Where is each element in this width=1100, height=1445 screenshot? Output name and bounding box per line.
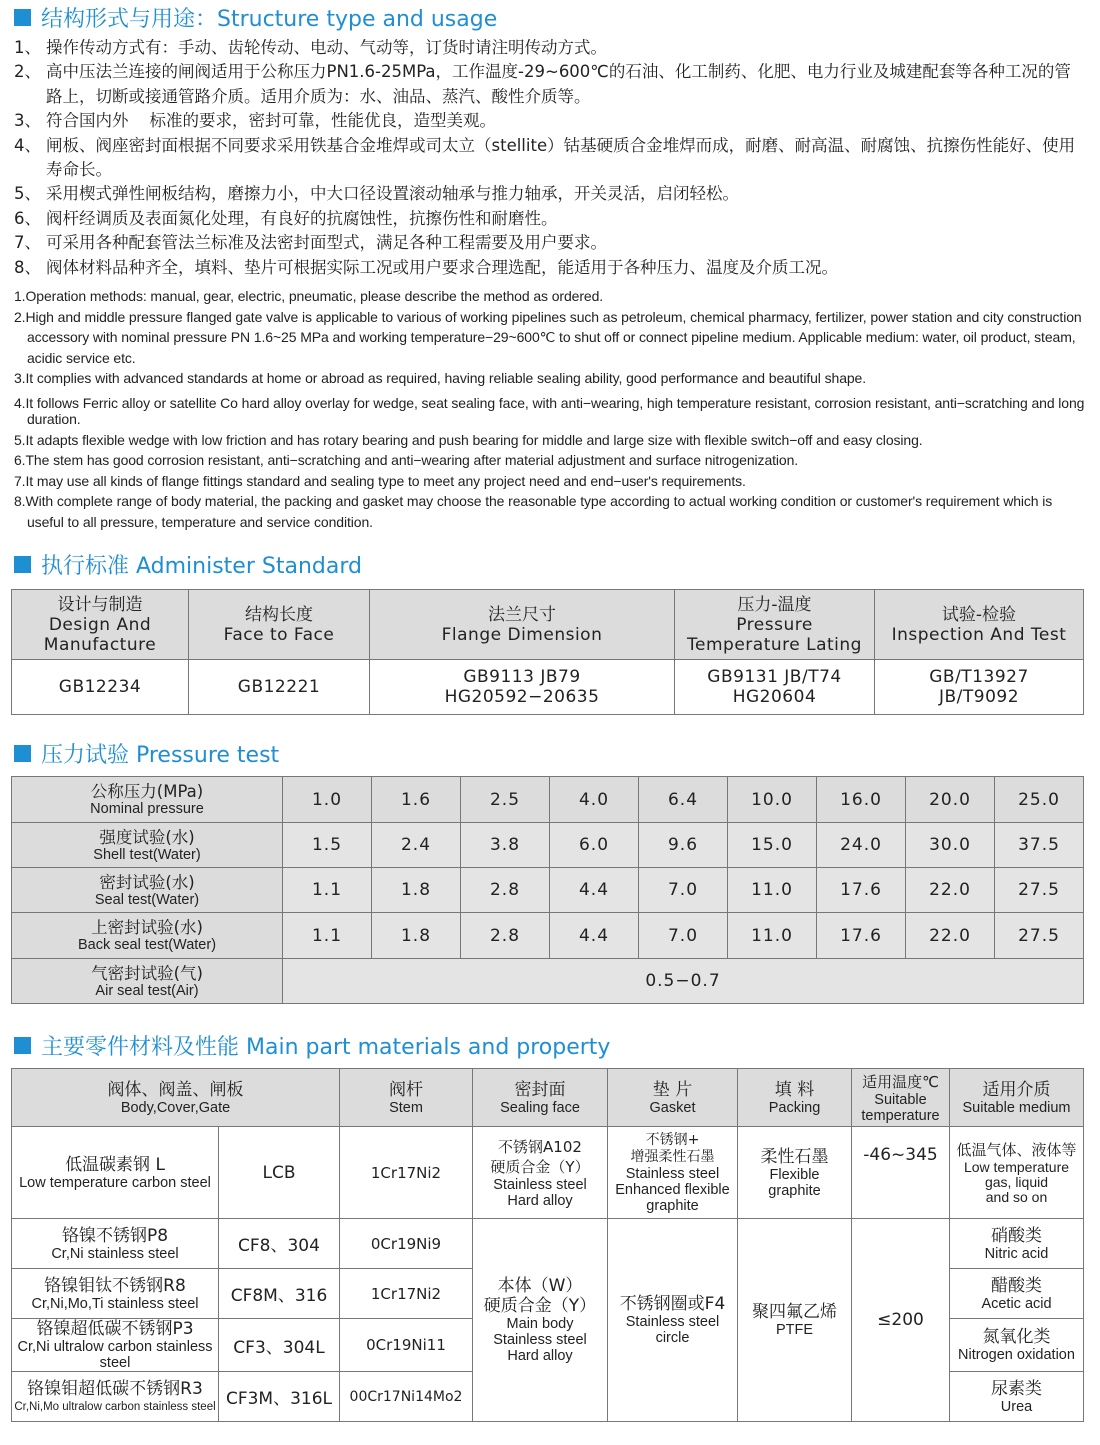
list-item: 3.It complies with advanced standards at home or abroad as required, having reliable sealing ability, good performance and beautiful shape. (14, 370, 867, 386)
stem-cell: 1Cr17Ni2 (340, 1127, 473, 1219)
table-cell: 11.0 (728, 913, 817, 959)
table-cell: 1.8 (372, 868, 461, 913)
table-cell: GB9131 JB/T74 HG20604 (675, 660, 875, 715)
stem-cell: 1Cr17Ni2 (340, 1269, 473, 1319)
table-row (12, 1219, 1084, 1269)
seal-cell: 不锈钢A102 硬质合金（Y） Stainless steel Hard alloy (473, 1127, 608, 1219)
packing-cell: 聚四氟乙烯 PTFE (738, 1219, 852, 1422)
table-row (12, 777, 1084, 823)
table-row (12, 1127, 1084, 1219)
row-label: 强度试验(水) Shell test(Water) (12, 823, 283, 868)
medium-cell: 醋酸类 Acetic acid (950, 1269, 1084, 1319)
table-row (12, 868, 1084, 913)
table-cell: 20.0 (906, 777, 995, 823)
table-cell: 1.1 (283, 868, 372, 913)
standard-table (11, 589, 1084, 715)
table-row (12, 959, 1084, 1004)
header-seal: 密封面 Sealing face (473, 1069, 608, 1127)
pressure-test-table (11, 776, 1084, 1004)
header-inspection: 试验-检验 Inspection And Test (875, 590, 1084, 660)
temperature-cell: ≤200 (852, 1219, 950, 1422)
list-item: 5.It adapts flexible wedge with low friction and has rotary bearing and push bearing for middle and large size with flexible switch−off and easy closing. (14, 431, 923, 448)
table-cell: 37.5 (995, 823, 1084, 868)
material-code: LCB (219, 1127, 340, 1219)
table-header-row (12, 590, 1084, 660)
table-cell: 2.8 (461, 868, 550, 913)
table-cell: 27.5 (995, 868, 1084, 913)
material-cell: 铬镍钼超低碳不锈钢R3 Cr,Ni,Mo ultralow carbon stainless steel (12, 1372, 219, 1422)
table-cell: 17.6 (817, 913, 906, 959)
header-packing: 填 料 Packing (738, 1069, 852, 1127)
bullet-square-icon (14, 9, 31, 26)
table-row (12, 660, 1084, 715)
section-title-structure: 结构形式与用途：Structure type and usage (14, 2, 497, 32)
material-code: CF8、304 (219, 1219, 340, 1269)
list-item: 5、 采用楔式弹性闸板结构，磨擦力小，中大口径设置滚动轴承与推力轴承，开关灵活，启闭轻松。 (14, 184, 739, 204)
header-stem: 阀杆 Stem (340, 1069, 473, 1127)
table-cell: 1.1 (283, 913, 372, 959)
table-cell: 24.0 (817, 823, 906, 868)
stem-cell: 0Cr19Ni11 (340, 1319, 473, 1372)
list-item: 2.High and middle pressure flanged gate valve is applicable to various of working pipelines such as petroleum, chemical pharmacy, fertilizer, power station and city construction accessory with nominal pressure PN 1.6~25 MPa and working temperature−29~600℃ to shut off or connect pipeline medium. Applicable medium: water, oil product, steam, acidic service etc. (14, 308, 1082, 366)
table-cell: 6.0 (550, 823, 639, 868)
bullet-square-icon (14, 1037, 31, 1054)
material-cell: 铬镍钼钛不锈钢R8 Cr,Ni,Mo,Ti stainless steel (12, 1269, 219, 1319)
english-usage-list (14, 286, 1086, 532)
header-temperature: 适用温度℃ Suitable temperature (852, 1069, 950, 1127)
material-code: CF8M、316 (219, 1269, 340, 1319)
material-code: CF3M、316L (219, 1372, 340, 1422)
table-cell: 10.0 (728, 777, 817, 823)
list-item: 8、 阀体材料品种齐全，填料、垫片可根据实际工况或用户要求合理选配，能适用于各种压力、温度及介质工况。 (14, 257, 838, 277)
header-design: 设计与制造 Design And Manufacture (12, 590, 189, 660)
table-cell: 1.0 (283, 777, 372, 823)
table-cell: 22.0 (906, 868, 995, 913)
temperature-cell: -46~345 (852, 1127, 950, 1219)
list-item: 7.It may use all kinds of flange fittings standard and sealing type to meet any project need and end−user's requirements. (14, 472, 746, 489)
section-title-standard: 执行标准 Administer Standard (14, 549, 362, 579)
table-cell: 1.8 (372, 913, 461, 959)
table-cell: 27.5 (995, 913, 1084, 959)
table-cell: 2.5 (461, 777, 550, 823)
stem-cell: 0Cr19Ni9 (340, 1219, 473, 1269)
table-cell: 16.0 (817, 777, 906, 823)
table-cell: 6.4 (639, 777, 728, 823)
gasket-cell: 不锈钢+ 增强柔性石墨 Stainless steel Enhanced flexible graphite (608, 1127, 738, 1219)
material-cell: 低温碳素钢 L Low temperature carbon steel (12, 1127, 219, 1219)
medium-cell: 氮氧化类 Nitrogen oxidation (950, 1319, 1084, 1372)
table-cell: 3.8 (461, 823, 550, 868)
materials-table (11, 1068, 1084, 1422)
packing-cell: 柔性石墨 Flexible graphite (738, 1127, 852, 1219)
table-cell: 0.5−0.7 (283, 959, 1084, 1004)
table-cell: 2.4 (372, 823, 461, 868)
table-cell: 9.6 (639, 823, 728, 868)
table-row (12, 823, 1084, 868)
table-cell: 11.0 (728, 868, 817, 913)
chinese-usage-list (14, 36, 1086, 280)
header-body: 阀体、阀盖、闸板 Body,Cover,Gate (12, 1069, 340, 1127)
seal-cell: 本体（W） 硬质合金（Y） Main body Stainless steel Hard alloy (473, 1219, 608, 1422)
table-cell: GB12221 (189, 660, 370, 715)
list-item: 4、 闸板、阀座密封面根据不同要求采用铁基合金堆焊或司太立（stellite）钴基硬质合金堆焊而成，耐磨、耐高温、耐腐蚀、抗擦伤性能好、使用寿命长。 (14, 135, 1076, 180)
material-cell: 铬镍不锈钢P8 Cr,Ni stainless steel (12, 1219, 219, 1269)
table-cell: GB12234 (12, 660, 189, 715)
list-item: 1、 操作传动方式有：手动、齿轮传动、电动、气动等，订货时请注明传动方式。 (14, 38, 607, 57)
header-flange: 法兰尺寸 Flange Dimension (370, 590, 675, 660)
table-cell: 15.0 (728, 823, 817, 868)
table-cell: 17.6 (817, 868, 906, 913)
table-cell: 4.0 (550, 777, 639, 823)
header-pressure: 压力-温度 Pressure Temperature Lating (675, 590, 875, 660)
section-title-materials: 主要零件材料及性能 Main part materials and property (14, 1030, 610, 1060)
bullet-square-icon (14, 556, 31, 573)
bullet-square-icon (14, 745, 31, 762)
table-cell: 7.0 (639, 868, 728, 913)
table-cell: 4.4 (550, 913, 639, 959)
list-item: 6、 阀杆经调质及表面氮化处理，有良好的抗腐蚀性，抗擦伤性和耐磨性。 (14, 208, 558, 228)
table-cell: GB9113 JB79 HG20592−20635 (370, 660, 675, 715)
header-face: 结构长度 Face to Face (189, 590, 370, 660)
table-cell: 22.0 (906, 913, 995, 959)
medium-cell: 低温气体、液体等 Low temperature gas, liquid and so on (950, 1127, 1084, 1219)
row-label: 密封试验(水) Seal test(Water) (12, 868, 283, 913)
table-cell: 4.4 (550, 868, 639, 913)
gasket-cell: 不锈钢圈或F4 Stainless steel circle (608, 1219, 738, 1422)
header-medium: 适用介质 Suitable medium (950, 1069, 1084, 1127)
table-cell: 7.0 (639, 913, 728, 959)
table-cell: 25.0 (995, 777, 1084, 823)
medium-cell: 尿素类 Urea (950, 1372, 1084, 1422)
table-cell: GB/T13927 JB/T9092 (875, 660, 1084, 715)
material-code: CF3、304L (219, 1319, 340, 1372)
list-item: 8.With complete range of body material, the packing and gasket may choose the reasonable type according to actual working condition or customer's requirement which is useful to all pressure, temperature and service condition. (14, 493, 1053, 530)
list-item: 4.It follows Ferric alloy or satellite Co hard alloy overlay for wedge, seat sealing face, with anti−wearing, high temperature resistant, corrosion resistant, anti−scratching and long duration. (14, 394, 1085, 427)
section-title-pressure: 压力试验 Pressure test (14, 738, 279, 768)
stem-cell: 00Cr17Ni14Mo2 (340, 1372, 473, 1422)
table-cell: 1.6 (372, 777, 461, 823)
row-label: 上密封试验(水) Back seal test(Water) (12, 913, 283, 959)
header-gasket: 垫 片 Gasket (608, 1069, 738, 1127)
list-item: 3、 符合国内外 标准的要求，密封可靠，性能优良，造型美观。 (14, 111, 496, 131)
table-row (12, 913, 1084, 959)
medium-cell: 硝酸类 Nitric acid (950, 1219, 1084, 1269)
list-item: 2、 高中压法兰连接的闸阀适用于公称压力PN1.6-25MPa，工作温度-29~600℃的石油、化工制药、化肥、电力行业及城建配套等各种工况的管路上，切断或接通管路介质。适用介质为：水、油品、蒸汽、酸性介质等。 (14, 62, 1071, 106)
table-header-row (12, 1069, 1084, 1127)
material-cell: 铬镍超低碳不锈钢P3 Cr,Ni ultralow carbon stainless steel (12, 1319, 219, 1372)
row-label: 公称压力(MPa) Nominal pressure (12, 777, 283, 823)
list-item: 7、 可采用各种配套管法兰标准及法密封面型式，满足各种工程需要及用户要求。 (14, 233, 607, 253)
list-item: 1.Operation methods: manual, gear, electric, pneumatic, please describe the method as ordered. (14, 288, 604, 304)
row-label: 气密封试验(气) Air seal test(Air) (12, 959, 283, 1004)
table-cell: 30.0 (906, 823, 995, 868)
list-item: 6.The stem has good corrosion resistant, anti−scratching and anti−wearing after material adjustment and surface nitrogenization. (14, 452, 799, 468)
table-cell: 2.8 (461, 913, 550, 959)
table-cell: 1.5 (283, 823, 372, 868)
